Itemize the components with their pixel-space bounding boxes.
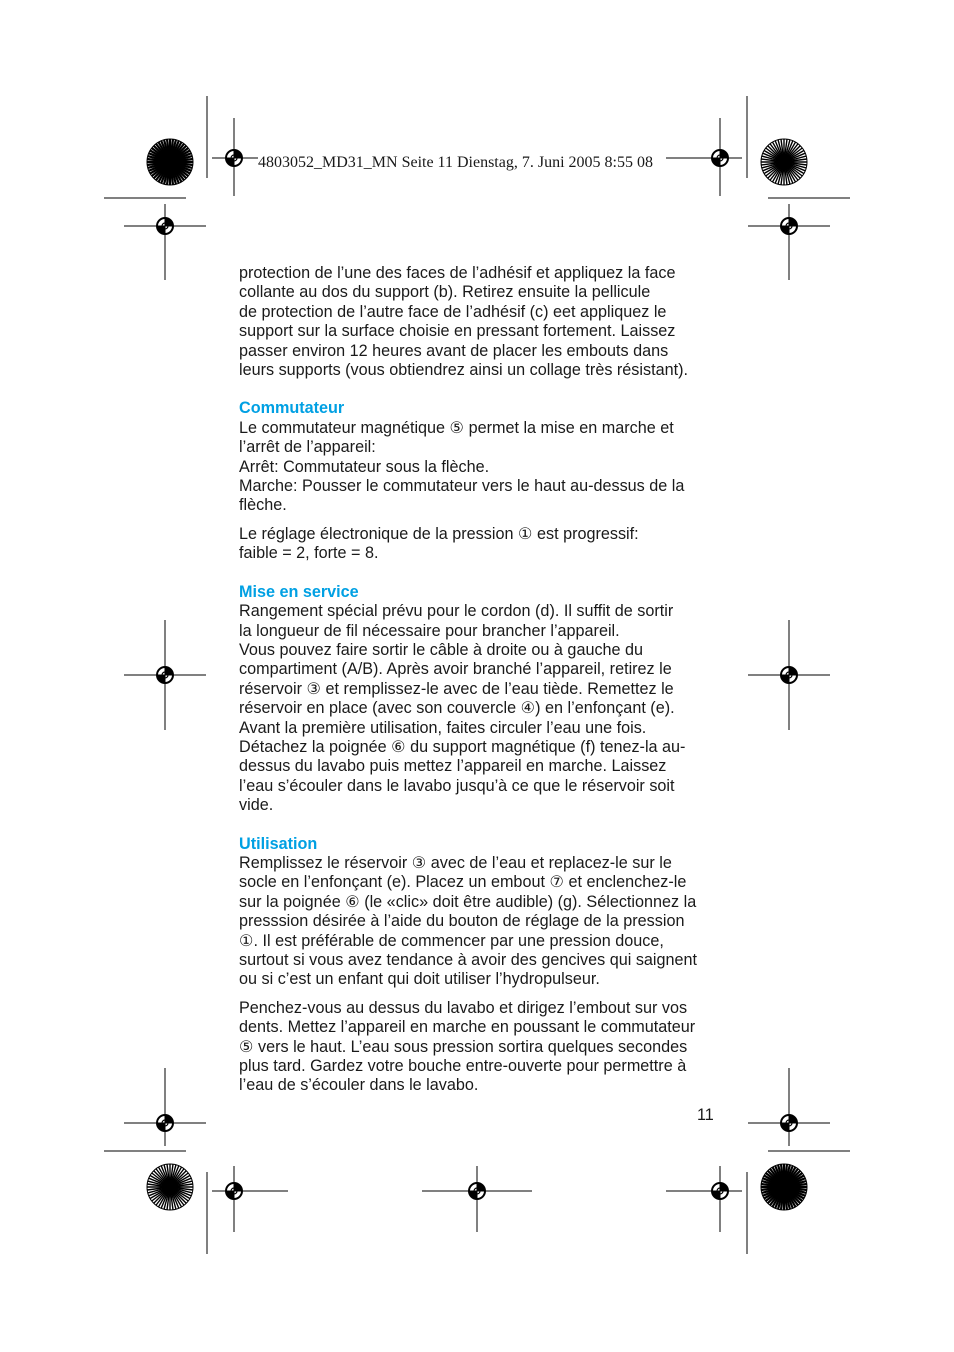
text-line: Avant la première utilisation, faites circuler l’eau une fois. (239, 718, 647, 737)
text-line: ①. Il est préférable de commencer par une pression douce, (239, 931, 664, 950)
registration-mark-icon (774, 211, 804, 241)
registration-mark-icon (774, 1108, 804, 1138)
registration-mark-icon (150, 211, 180, 241)
text-line: protection de l’une des faces de l’adhésif et appliquez la face (239, 264, 676, 282)
text-line: Le commutateur magnétique ⑤ permet la mise en marche et (239, 418, 674, 437)
starburst-mark-icon (761, 1164, 807, 1210)
mise-en-service-section (239, 583, 719, 816)
registration-mark-icon (150, 660, 180, 690)
text-line: Penchez-vous au dessus du lavabo et dirigez l’embout sur vos (239, 998, 688, 1017)
text-line: faible = 2, forte = 8. (239, 544, 379, 563)
print-slug-header: 4803052_MD31_MN Seite 11 Dienstag, 7. Juni 2005 8:55 08 (258, 154, 653, 171)
text-line: réservoir en place (avec son couvercle ④) en l’enfonçant (e). (239, 699, 675, 718)
text-line: Détachez la poignée ⑥ du support magnétique (f) tenez-la au- (239, 737, 686, 756)
starburst-mark-icon (147, 139, 193, 185)
section-heading: Utilisation (239, 834, 318, 853)
starburst-mark-icon (761, 139, 807, 185)
text-line: socle en l’enfonçant (e). Placez un embout ⑦ et enclenchez-le (239, 873, 687, 892)
text-line: ou si c’est un enfant qui doit utiliser l’hydropulseur. (239, 970, 600, 989)
text-line: Rangement spécial prévu pour le cordon (d). Il suffit de sortir (239, 602, 674, 621)
text-line: passer environ 12 heures avant de placer les embouts dans (239, 341, 669, 360)
text-line: flèche. (239, 496, 287, 515)
text-line: l’eau de s’écouler dans le lavabo. (239, 1076, 479, 1095)
registration-mark-icon (462, 1176, 492, 1206)
registration-mark-icon (705, 143, 735, 173)
registration-mark-icon (219, 1176, 249, 1206)
text-line: dessus du lavabo puis mettez l’appareil en marche. Laissez (239, 757, 667, 776)
page-content (239, 264, 719, 1096)
text-line: Remplissez le réservoir ③ avec de l’eau et replacez-le sur le (239, 853, 672, 872)
text-line: dents. Mettez l’appareil en marche en poussant le commutateur (239, 1018, 696, 1037)
section-heading: Commutateur (239, 399, 345, 418)
utilisation-section (239, 835, 719, 1096)
text-line: support sur la surface choisie en pressant fortement. Laissez (239, 322, 676, 341)
page-number: 11 (697, 1106, 714, 1124)
registration-mark-icon (150, 1108, 180, 1138)
text-line: vide. (239, 796, 274, 815)
text-line: l’eau s’écouler dans le lavabo jusqu’à ce que le réservoir soit (239, 776, 675, 795)
text-line: surtout si vous avez tendance à avoir des gencives qui saignent (239, 951, 698, 969)
text-line: presssion désirée à l’aide du bouton de réglage de la pression (239, 912, 685, 931)
text-line: leurs supports (vous obtiendrez ainsi un collage très résistant). (239, 361, 688, 380)
text-line: la longueur de fil nécessaire pour brancher l’appareil. (239, 621, 620, 640)
text-line: de protection de l’autre face de l’adhésif (c) eet appliquez le (239, 302, 667, 321)
text-line: ⑤ vers le haut. L’eau sous pression sortira quelques secondes (239, 1037, 688, 1056)
starburst-mark-icon (147, 1164, 193, 1210)
text-line: sur la poignée ⑥ (le «clic» doit être audible) (g). Sélectionnez la (239, 892, 697, 911)
registration-mark-icon (705, 1176, 735, 1206)
text-line: l’arrêt de l’appareil: (239, 438, 376, 457)
registration-mark-icon (219, 143, 249, 173)
intro-section (239, 264, 719, 380)
text-line: Le réglage électronique de la pression ① est progressif: (239, 524, 639, 543)
registration-mark-icon (774, 660, 804, 690)
text-line: réservoir ③ et remplissez-le avec de l’eau tiède. Remettez le (239, 679, 674, 698)
text-line: compartiment (A/B). Après avoir branché l’appareil, retirez le (239, 660, 672, 679)
section-heading: Mise en service (239, 582, 359, 601)
text-line: Arrêt: Commutateur sous la flèche. (239, 457, 490, 476)
commutateur-section (239, 399, 719, 563)
text-line: plus tard. Gardez votre bouche entre-ouverte pour permettre à (239, 1057, 687, 1076)
text-line: Vous pouvez faire sortir le câble à droite ou à gauche du (239, 640, 644, 659)
text-line: Marche: Pousser le commutateur vers le haut au-dessus de la (239, 477, 685, 496)
text-line: collante au dos du support (b). Retirez ensuite la pellicule (239, 283, 651, 302)
